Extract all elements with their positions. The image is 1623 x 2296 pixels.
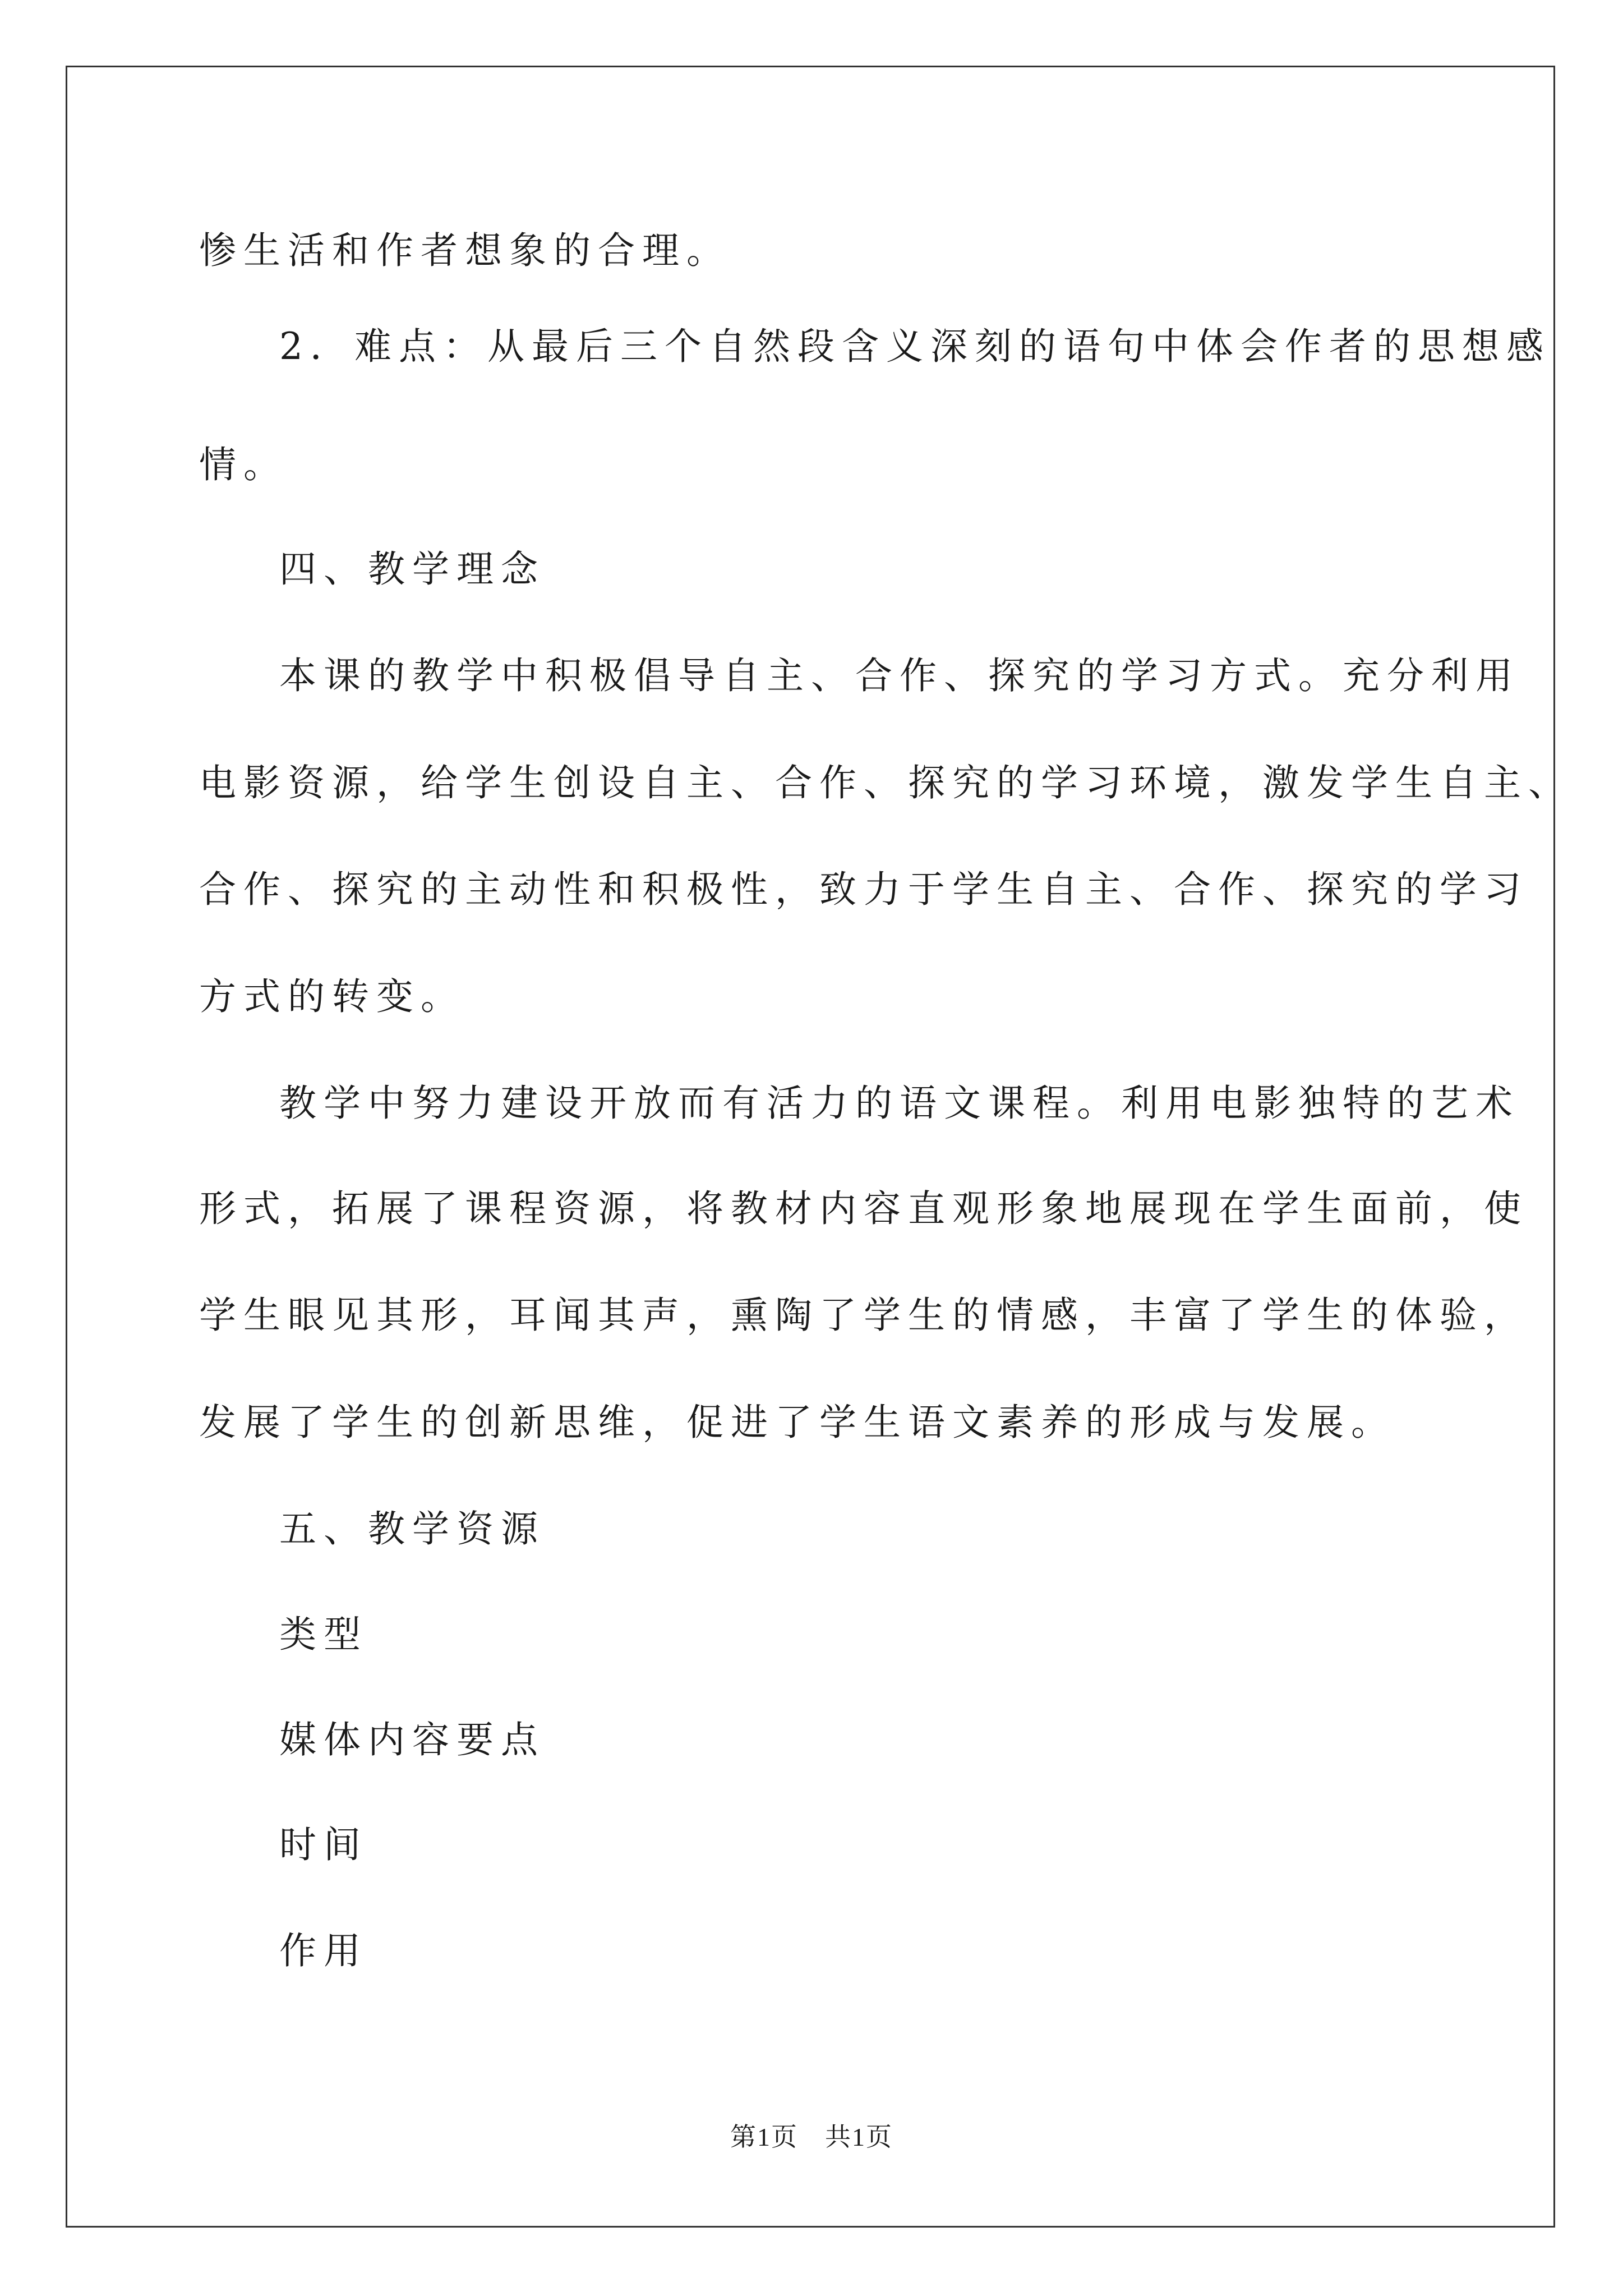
table-label: 媒体内容要点 xyxy=(279,1718,545,1761)
paragraph-line: 教学中努力建设开放而有活力的语文课程。利用电影独特的艺术 xyxy=(279,1082,1520,1125)
paragraph-line: 合作、探究的主动性和积极性，致力于学生自主、合作、探究的学习 xyxy=(199,868,1528,911)
page-footer: 第1页 共1页 xyxy=(730,2123,893,2151)
paragraph-line: 形式，拓展了课程资源，将教材内容直观形象地展现在学生面前，使 xyxy=(199,1187,1528,1230)
table-label: 作用 xyxy=(279,1929,368,1972)
paragraph-line: 2．难点：从最后三个自然段含义深刻的语句中体会作者的思想感 xyxy=(279,325,1551,368)
page-border xyxy=(66,66,1555,2228)
paragraph-line: 惨生活和作者想象的合理。 xyxy=(199,229,731,272)
paragraph-line: 学生眼见其形，耳闻其声，熏陶了学生的情感，丰富了学生的体验， xyxy=(199,1294,1528,1337)
paragraph-line: 电影资源，给学生创设自主、合作、探究的学习环境，激发学生自主、 xyxy=(199,761,1573,804)
paragraph-line: 本课的教学中积极倡导自主、合作、探究的学习方式。充分利用 xyxy=(279,654,1520,697)
table-label: 类型 xyxy=(279,1613,368,1656)
paragraph-line: 情。 xyxy=(199,443,288,486)
section-heading: 四、教学理念 xyxy=(279,547,545,591)
section-heading: 五、教学资源 xyxy=(279,1507,545,1550)
table-label: 时间 xyxy=(279,1823,368,1866)
paragraph-line: 方式的转变。 xyxy=(199,975,465,1018)
paragraph-line: 发展了学生的创新思维，促进了学生语文素养的形成与发展。 xyxy=(199,1401,1395,1444)
